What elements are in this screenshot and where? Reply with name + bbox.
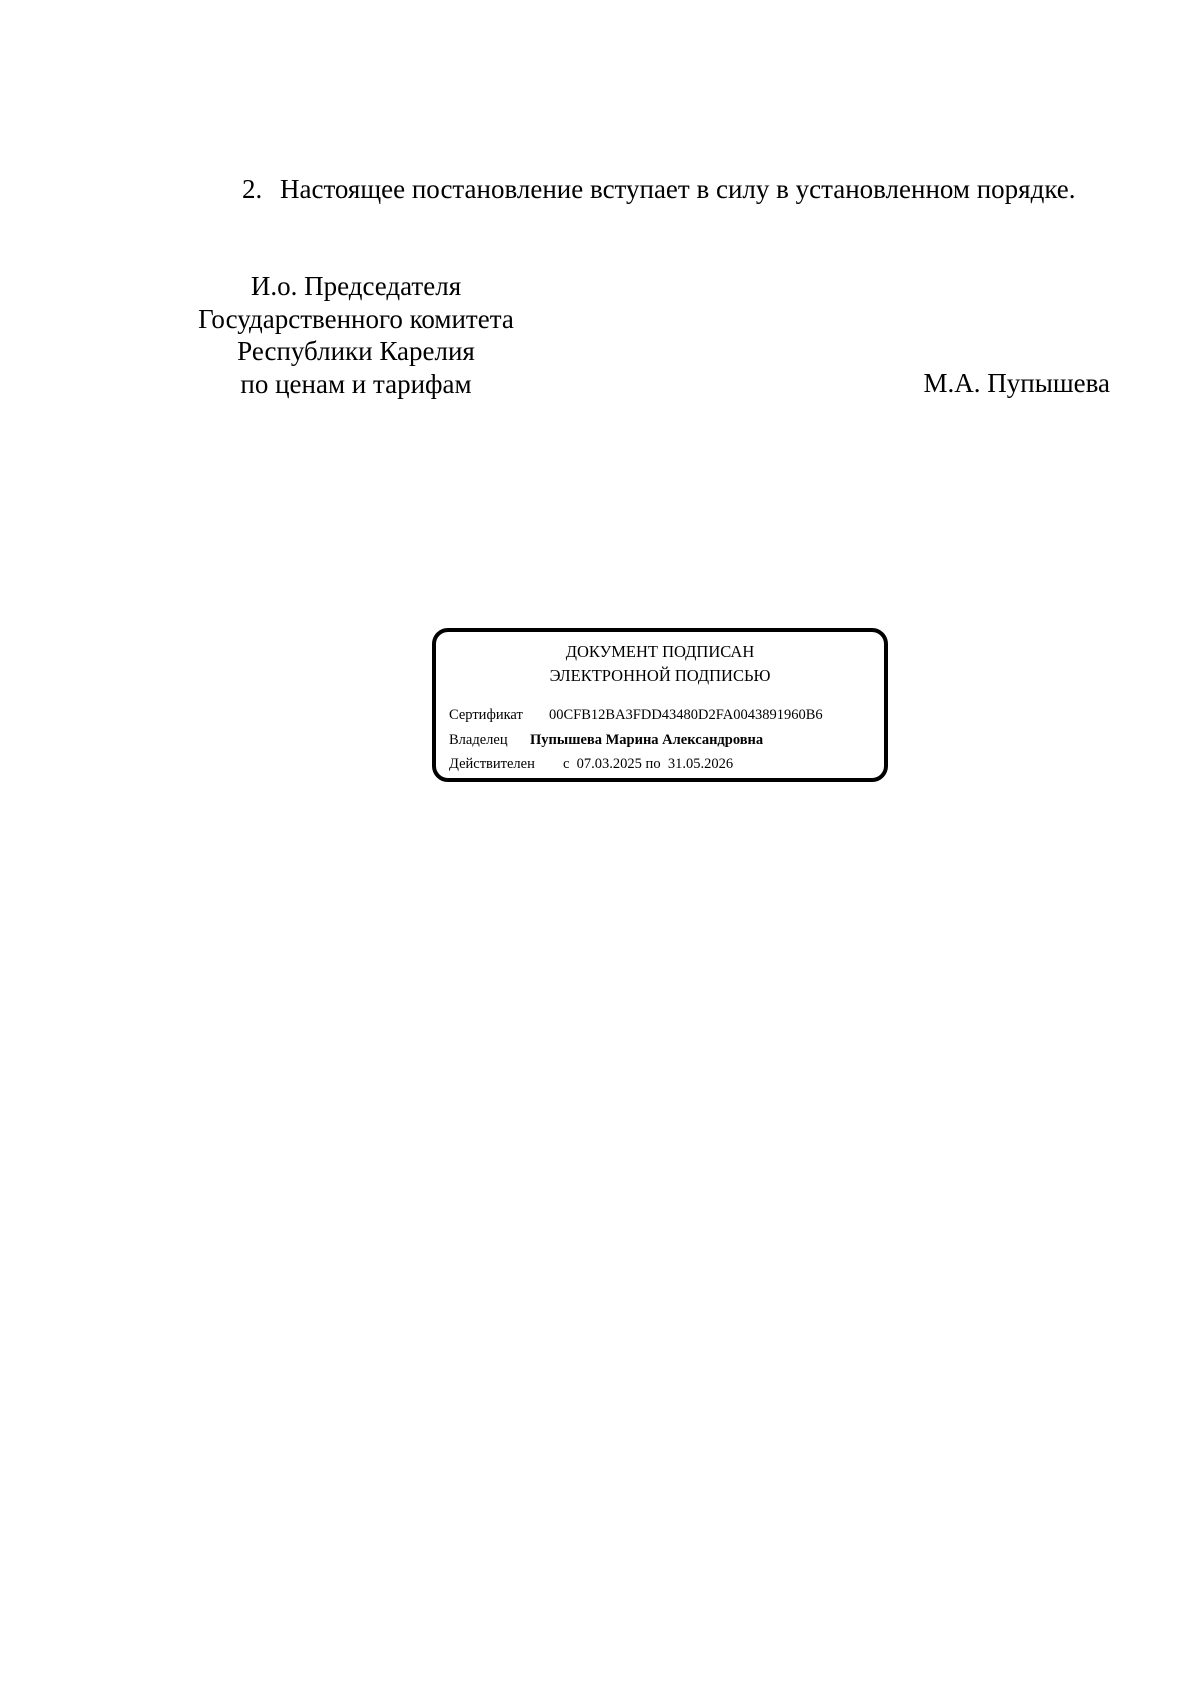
- validity-label: Действителен: [449, 756, 535, 772]
- paragraph-number: 2.: [242, 174, 263, 204]
- paragraph-2: [242, 172, 1076, 206]
- stamp-heading-line: ЭЛЕКТРОННОЙ ПОДПИСЬЮ: [549, 666, 771, 685]
- validity-value: с 07.03.2025 по 31.05.2026: [563, 756, 734, 772]
- electronic-signature-stamp: [432, 628, 888, 782]
- stamp-owner-row: [449, 731, 763, 749]
- paragraph-text: Настоящее постановление вступает в силу в установленном порядке.: [280, 174, 1076, 204]
- certificate-value: 00CFB12BA3FDD43480D2FA0043891960B6: [549, 707, 823, 723]
- certificate-label: Сертификат: [449, 707, 523, 723]
- stamp-heading-line: ДОКУМЕНТ ПОДПИСАН: [565, 642, 755, 661]
- signer-position: [176, 270, 536, 400]
- signer-position-line: по ценам и тарифам: [240, 368, 472, 399]
- signer-name: М.А. Пупышева: [923, 368, 1110, 398]
- signer-position-line: И.о. Председателя: [250, 271, 462, 301]
- owner-label: Владелец: [449, 732, 508, 748]
- signer-position-line: Государственного комитета: [198, 303, 514, 334]
- signer-position-line: Республики Карелия: [237, 336, 475, 366]
- stamp-certificate-row: [449, 706, 823, 724]
- stamp-validity-row: [449, 755, 733, 773]
- stamp-heading: [436, 640, 884, 688]
- owner-value: Пупышева Марина Александровна: [530, 732, 764, 748]
